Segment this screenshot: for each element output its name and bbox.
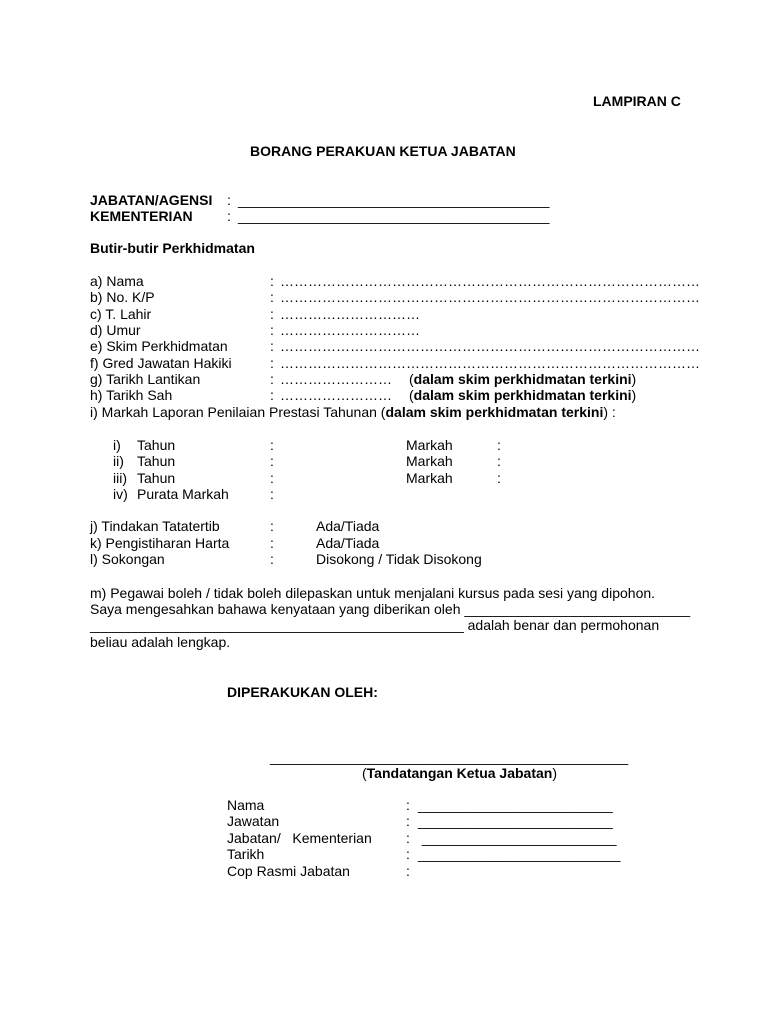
declaration-line-4: beliau adalah lengkap. xyxy=(90,634,231,650)
service-item-colon: : xyxy=(270,306,274,322)
signature-caption: (Tandatangan Ketua Jabatan) xyxy=(362,765,558,781)
signatory-colon: : xyxy=(406,846,410,862)
service-item-lantikan-note: (dalam skim perkhidmatan terkini) xyxy=(409,371,637,387)
status-label: k) Pengistiharan Harta xyxy=(90,535,230,551)
service-item-sah-note: (dalam skim perkhidmatan terkini) xyxy=(409,387,637,403)
service-item-colon: : xyxy=(270,387,274,403)
purata-label: Purata Markah xyxy=(137,486,229,502)
year-colon: : xyxy=(270,453,274,469)
year-label: Tahun xyxy=(137,437,176,453)
markah-label: Markah xyxy=(406,470,453,486)
year-label: Tahun xyxy=(137,470,176,486)
markah-colon: : xyxy=(497,470,501,486)
markah-label: Markah xyxy=(406,453,453,469)
status-label: l) Sokongan xyxy=(90,551,165,567)
status-colon: : xyxy=(270,535,274,551)
year-colon: : xyxy=(270,437,274,453)
service-item-colon: : xyxy=(270,371,274,387)
service-heading: Butir-butir Perkhidmatan xyxy=(90,240,255,256)
service-item-umur-value[interactable]: ………………………… xyxy=(280,322,420,338)
signatory-colon: : xyxy=(406,797,410,813)
signatory-name-line[interactable]: _________________________ xyxy=(418,797,613,813)
status-colon: : xyxy=(270,551,274,567)
declaration-line-2: Saya mengesahkan bahawa kenyataan yang diberikan oleh _____________________________ xyxy=(90,601,691,617)
kementerian-colon: : xyxy=(227,208,231,224)
signatory-label: Nama xyxy=(227,797,265,813)
year-number: ii) xyxy=(113,453,124,469)
markah-colon: : xyxy=(497,453,501,469)
jabatan-colon: : xyxy=(227,192,231,208)
status-value[interactable]: Ada/Tiada xyxy=(316,535,380,551)
status-colon: : xyxy=(270,518,274,534)
signatory-department-line[interactable]: _________________________ xyxy=(418,830,617,846)
signatory-label: Jabatan/ Kementerian xyxy=(227,830,372,846)
service-item-lantikan-value[interactable]: …………………… xyxy=(280,371,392,387)
annex-label: LAMPIRAN C xyxy=(593,93,681,109)
service-item-colon: : xyxy=(270,273,274,289)
signatory-position-line[interactable]: _________________________ xyxy=(418,813,613,829)
service-item-gred-value[interactable]: ……………………………………………………………………………… xyxy=(280,355,700,371)
service-item-colon: : xyxy=(270,289,274,305)
officer-name-blank[interactable]: _____________________________ xyxy=(464,601,691,617)
service-item-kp-label: b) No. K/P xyxy=(90,289,155,305)
status-value[interactable]: Disokong / Tidak Disokong xyxy=(316,551,482,567)
service-item-nama-label: a) Nama xyxy=(90,273,144,289)
markah-line: i) Markah Laporan Penilaian Prestasi Tahunan (dalam skim perkhidmatan terkini) : xyxy=(90,404,616,420)
officer-name-blank-cont[interactable]: ________________________________________________ xyxy=(90,617,464,633)
service-item-lantikan-label: g) Tarikh Lantikan xyxy=(90,371,201,387)
signatory-label: Cop Rasmi Jabatan xyxy=(227,863,350,879)
service-item-skim-label: e) Skim Perkhidmatan xyxy=(90,338,228,354)
status-value[interactable]: Ada/Tiada xyxy=(316,518,380,534)
service-item-gred-label: f) Gred Jawatan Hakiki xyxy=(90,355,232,371)
jabatan-line[interactable]: ________________________________________ xyxy=(238,192,550,208)
year-number: iii) xyxy=(113,470,127,486)
year-number: iv) xyxy=(113,486,128,502)
service-item-umur-label: d) Umur xyxy=(90,322,141,338)
service-item-colon: : xyxy=(270,338,274,354)
declaration-line-1: m) Pegawai boleh / tidak boleh dilepaskan untuk menjalani kursus pada sesi yang dipohon. xyxy=(90,585,656,601)
signature-line[interactable]: ______________________________________________ xyxy=(270,749,629,765)
signatory-label: Tarikh xyxy=(227,846,265,862)
markah-label: Markah xyxy=(406,437,453,453)
service-item-sah-label: h) Tarikh Sah xyxy=(90,387,173,403)
year-colon: : xyxy=(270,486,274,502)
service-item-skim-value[interactable]: ……………………………………………………………………………… xyxy=(280,338,700,354)
service-item-colon: : xyxy=(270,322,274,338)
year-label: Tahun xyxy=(137,453,176,469)
year-number: i) xyxy=(113,437,121,453)
service-item-lahir-label: c) T. Lahir xyxy=(90,306,152,322)
signatory-date-line[interactable]: __________________________ xyxy=(418,846,621,862)
service-item-lahir-value[interactable]: ………………………… xyxy=(280,306,420,322)
service-item-colon: : xyxy=(270,355,274,371)
signatory-colon: : xyxy=(406,830,410,846)
signatory-colon: : xyxy=(406,813,410,829)
endorsement-heading: DIPERAKUKAN OLEH: xyxy=(227,684,378,700)
signatory-colon: : xyxy=(406,863,410,879)
jabatan-label: JABATAN/AGENSI xyxy=(90,192,213,208)
markah-colon: : xyxy=(497,437,501,453)
status-label: j) Tindakan Tatatertib xyxy=(90,518,220,534)
year-colon: : xyxy=(270,470,274,486)
kementerian-line[interactable]: ________________________________________ xyxy=(238,208,550,224)
form-title: BORANG PERAKUAN KETUA JABATAN xyxy=(250,143,516,159)
service-item-kp-value[interactable]: ……………………………………………………………………………… xyxy=(280,289,700,305)
kementerian-label: KEMENTERIAN xyxy=(90,208,193,224)
declaration-line-3: ________________________________________________ adalah benar dan permohonan xyxy=(90,617,660,633)
service-item-sah-value[interactable]: …………………… xyxy=(280,387,392,403)
signatory-label: Jawatan xyxy=(227,813,280,829)
service-item-nama-value[interactable]: ……………………………………………………………………………… xyxy=(280,273,700,289)
